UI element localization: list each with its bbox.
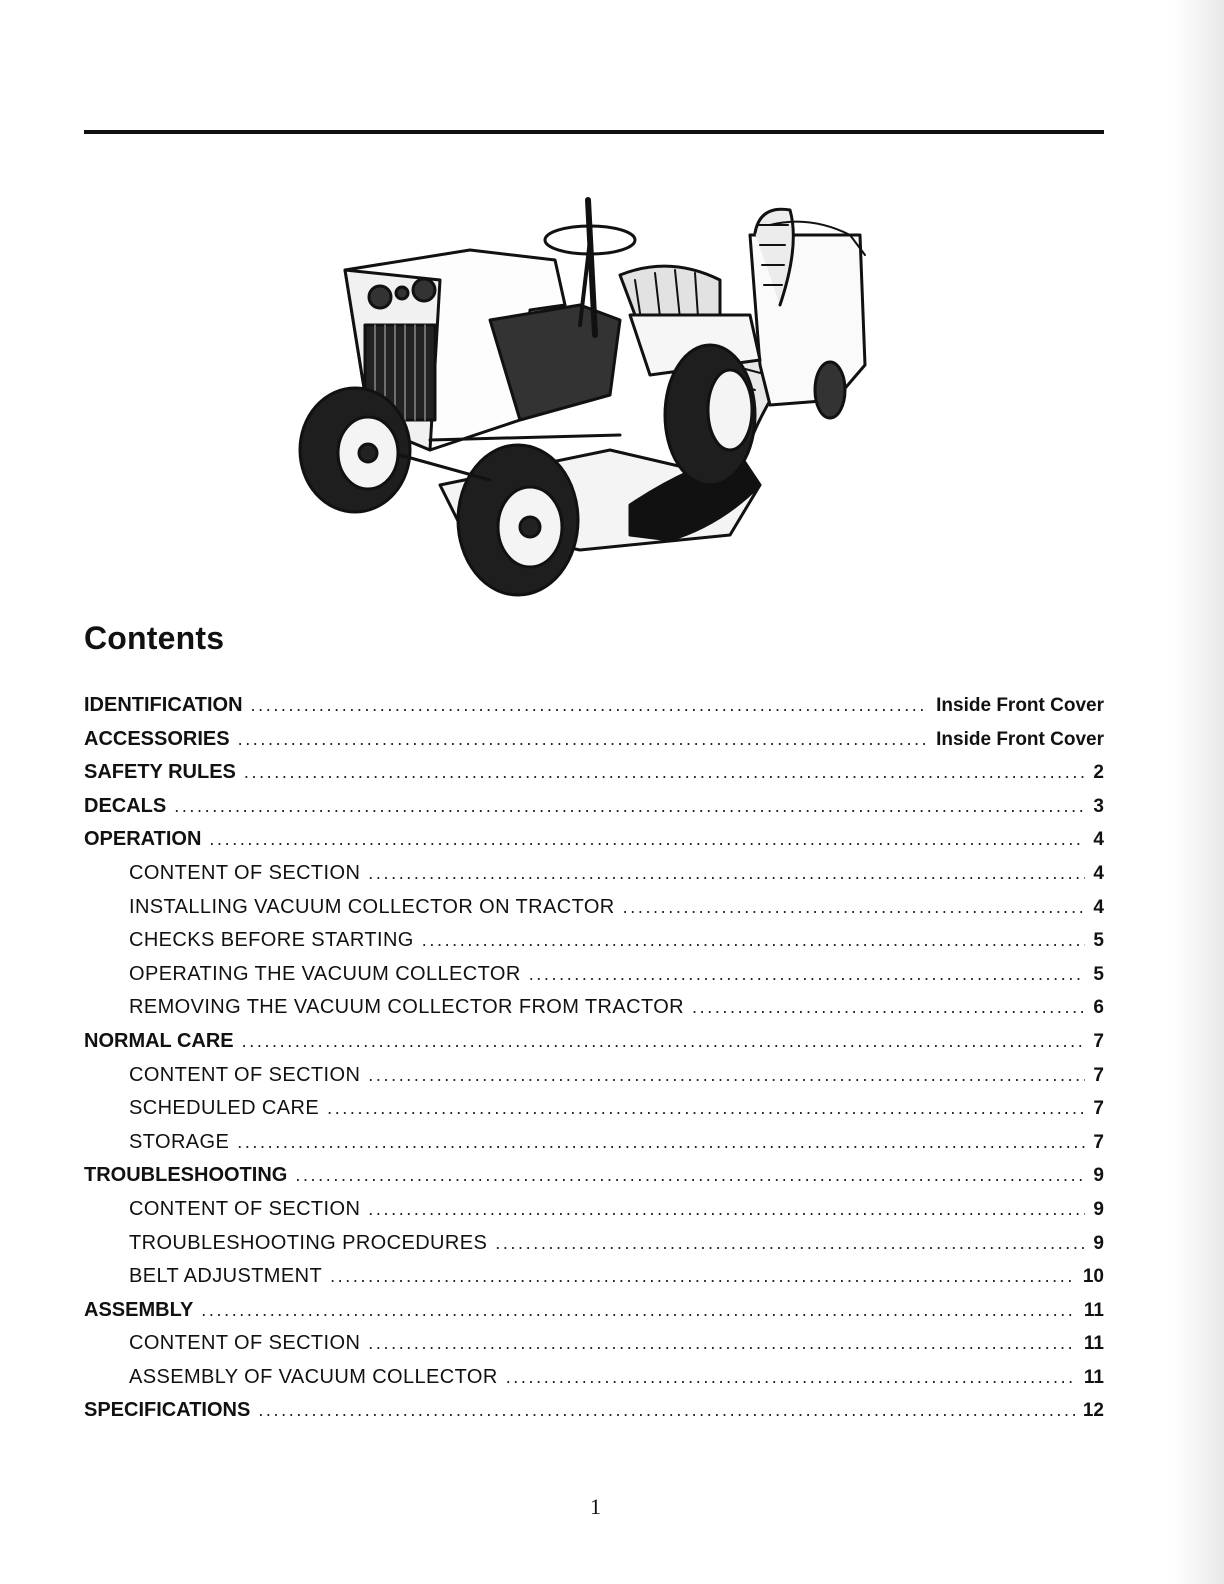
toc-entry-label: SPECIFICATIONS xyxy=(84,1399,251,1422)
tractor-vacuum-illustration xyxy=(290,185,880,605)
toc-entry xyxy=(84,958,1104,992)
toc-entry xyxy=(84,891,1104,925)
toc-entry-page: 3 xyxy=(1093,795,1104,817)
toc-dot-leader xyxy=(244,756,1086,790)
toc-entry xyxy=(84,1327,1104,1361)
toc-dot-leader xyxy=(529,958,1086,992)
toc-entry xyxy=(84,756,1104,790)
toc-entry-label: CONTENT OF SECTION xyxy=(129,1332,361,1355)
toc-entry-page: 11 xyxy=(1083,1333,1104,1355)
contents-title: Contents xyxy=(84,620,225,656)
toc-dot-leader xyxy=(368,1327,1076,1361)
toc-entry-page: 9 xyxy=(1093,1165,1104,1187)
toc-entry-label: CHECKS BEFORE STARTING xyxy=(129,929,414,952)
toc-dot-leader xyxy=(174,790,1085,824)
toc-entry xyxy=(84,1260,1104,1294)
toc-entry-label: CONTENT OF SECTION xyxy=(129,861,361,884)
toc-dot-leader xyxy=(495,1227,1085,1261)
toc-dot-leader xyxy=(238,723,929,757)
toc-entry-page: 12 xyxy=(1082,1400,1104,1422)
toc-entry-label: INSTALLING VACUUM COLLECTOR ON TRACTOR xyxy=(129,895,615,918)
toc-entry-page: 5 xyxy=(1093,963,1104,985)
page-number: 1 xyxy=(590,1494,601,1519)
toc-entry-page: 9 xyxy=(1093,1198,1104,1220)
toc-entry-page: 7 xyxy=(1093,1098,1104,1120)
toc-dot-leader xyxy=(258,1394,1075,1428)
toc-entry xyxy=(84,1092,1104,1126)
toc-entry xyxy=(84,790,1104,824)
toc-entry-label: ASSEMBLY xyxy=(84,1298,194,1321)
toc-entry-page: 2 xyxy=(1093,762,1104,784)
toc-dot-leader xyxy=(368,857,1085,891)
toc-dot-leader xyxy=(692,991,1085,1025)
toc-dot-leader xyxy=(506,1361,1076,1395)
toc-entry-page: 7 xyxy=(1093,1131,1104,1153)
toc-entry-label: TROUBLESHOOTING xyxy=(84,1164,288,1187)
toc-dot-leader xyxy=(237,1126,1085,1160)
toc-entry xyxy=(84,857,1104,891)
toc-entry-label: IDENTIFICATION xyxy=(84,694,243,716)
toc-entry-page: 11 xyxy=(1083,1299,1104,1321)
toc-dot-leader xyxy=(330,1260,1075,1294)
toc-entry-label: ASSEMBLY OF VACUUM COLLECTOR xyxy=(129,1365,498,1388)
toc-entry-page: Inside Front Cover xyxy=(936,728,1104,750)
toc-entry-page: 4 xyxy=(1093,862,1104,884)
toc-entry-page: Inside Front Cover xyxy=(936,695,1104,716)
toc-entry-label: OPERATING THE VACUUM COLLECTOR xyxy=(129,962,521,985)
toc-entry xyxy=(84,1294,1104,1328)
toc-dot-leader xyxy=(623,891,1086,925)
toc-entry-label: REMOVING THE VACUUM COLLECTOR FROM TRACTOR xyxy=(129,996,685,1019)
toc-dot-leader xyxy=(368,1193,1085,1227)
toc-entry-page: 4 xyxy=(1093,896,1104,918)
toc-entry xyxy=(84,823,1104,857)
toc-entry xyxy=(84,1159,1104,1193)
toc-entry xyxy=(84,991,1104,1025)
toc-entry-page: 9 xyxy=(1093,1232,1104,1254)
toc-entry xyxy=(84,1361,1104,1395)
toc-entry-page: 6 xyxy=(1093,997,1104,1019)
toc-entry-label: SCHEDULED CARE xyxy=(129,1097,320,1120)
toc-entry-label: SAFETY RULES xyxy=(84,761,236,784)
toc-entry-label: OPERATION xyxy=(84,828,202,851)
toc-entry-label: DECALS xyxy=(84,794,167,817)
toc-entry xyxy=(84,1059,1104,1093)
toc-entry-label: NORMAL CARE xyxy=(84,1029,234,1052)
toc-dot-leader xyxy=(242,1025,1086,1059)
toc-dot-leader xyxy=(422,924,1086,958)
toc-entry xyxy=(84,1193,1104,1227)
toc-entry-label: STORAGE xyxy=(129,1130,230,1153)
toc-entry xyxy=(84,1126,1104,1160)
toc-dot-leader xyxy=(201,1294,1076,1328)
toc-entry-page: 5 xyxy=(1093,930,1104,952)
toc-entry xyxy=(84,1227,1104,1261)
toc-entry-page: 7 xyxy=(1093,1030,1104,1052)
top-rule xyxy=(84,130,1104,134)
toc-entry-label: CONTENT OF SECTION xyxy=(129,1063,361,1086)
toc-entry xyxy=(84,689,1104,723)
toc-entry-label: BELT ADJUSTMENT xyxy=(129,1265,323,1288)
toc-entry xyxy=(84,723,1104,757)
toc-dot-leader xyxy=(368,1059,1085,1093)
toc-entry-page: 7 xyxy=(1093,1064,1104,1086)
toc-dot-leader xyxy=(251,689,929,723)
toc-entry xyxy=(84,1394,1104,1428)
page-edge-shadow xyxy=(1172,0,1224,1584)
toc-entry-page: 10 xyxy=(1082,1266,1104,1288)
toc-entry-label: TROUBLESHOOTING PROCEDURES xyxy=(129,1231,488,1254)
toc-entry-label: ACCESSORIES xyxy=(84,727,230,750)
toc-entry-page: 11 xyxy=(1083,1366,1104,1388)
toc-entry xyxy=(84,1025,1104,1059)
toc-dot-leader xyxy=(209,823,1085,857)
toc-dot-leader xyxy=(327,1092,1085,1126)
table-of-contents xyxy=(84,689,1104,1428)
toc-dot-leader xyxy=(295,1159,1085,1193)
toc-entry xyxy=(84,924,1104,958)
toc-entry-label: CONTENT OF SECTION xyxy=(129,1197,361,1220)
toc-entry-page: 4 xyxy=(1093,829,1104,851)
